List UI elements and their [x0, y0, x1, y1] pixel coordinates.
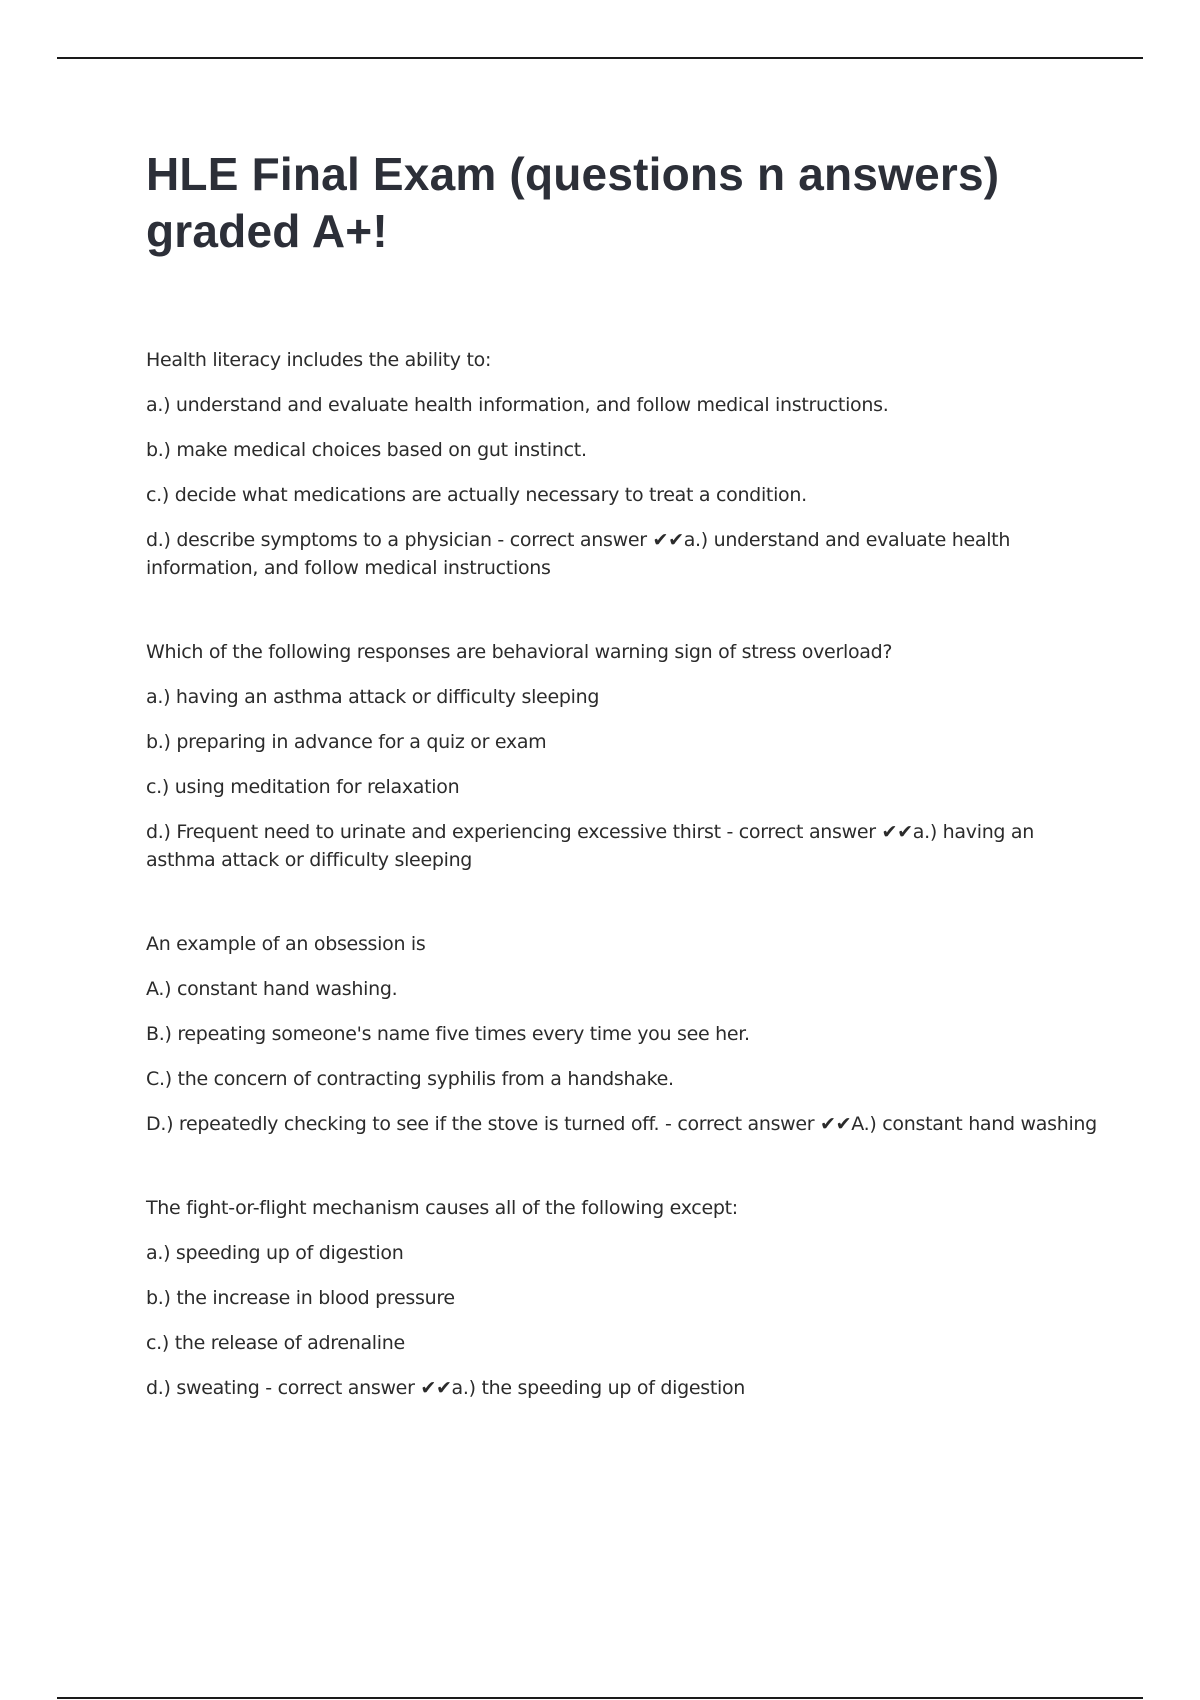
answer-option: c.) the release of adrenaline [146, 1332, 405, 1354]
answer-option: B.) repeating someone's name five times every time you see her. [146, 1023, 750, 1045]
question-text: Health literacy includes the ability to: [146, 349, 492, 371]
answer-option: b.) preparing in advance for a quiz or exam [146, 731, 547, 753]
question-text: An example of an obsession is [146, 933, 426, 955]
answer-option: a.) understand and evaluate health information, and follow medical instructions. [146, 394, 889, 416]
document-content [146, 140, 1106, 1402]
answer-option: a.) having an asthma attack or difficulty sleeping [146, 686, 600, 708]
answer-option-with-correct-answer: d.) describe symptoms to a physician - correct answer ✔✔a.) understand and evaluate health information, and follow medical instructions [146, 529, 1011, 579]
answer-option-with-correct-answer: d.) sweating - correct answer ✔✔a.) the speeding up of digestion [146, 1377, 746, 1399]
question-list [146, 346, 1106, 1402]
answer-option-with-correct-answer: d.) Frequent need to urinate and experiencing excessive thirst - correct answer ✔✔a.) having an asthma attack or difficulty sleeping [146, 821, 1035, 871]
question-text: Which of the following responses are behavioral warning sign of stress overload? [146, 641, 893, 663]
bottom-divider [57, 1697, 1143, 1699]
answer-option: b.) make medical choices based on gut instinct. [146, 439, 587, 461]
answer-option: A.) constant hand washing. [146, 978, 398, 1000]
document-title: HLE Final Exam (questions n answers) graded A+! [146, 148, 1000, 257]
answer-option: c.) using meditation for relaxation [146, 776, 460, 798]
question-block [146, 638, 1106, 874]
question-block [146, 346, 1106, 582]
answer-option-with-correct-answer: D.) repeatedly checking to see if the stove is turned off. - correct answer ✔✔A.) constant hand washing [146, 1113, 1097, 1135]
answer-option: C.) the concern of contracting syphilis from a handshake. [146, 1068, 674, 1090]
question-block [146, 930, 1106, 1138]
top-divider [57, 57, 1143, 59]
question-text: The fight-or-flight mechanism causes all of the following except: [146, 1197, 738, 1219]
answer-option: a.) speeding up of digestion [146, 1242, 404, 1264]
answer-option: b.) the increase in blood pressure [146, 1287, 455, 1309]
answer-option: c.) decide what medications are actually necessary to treat a condition. [146, 484, 807, 506]
question-block [146, 1194, 1106, 1402]
